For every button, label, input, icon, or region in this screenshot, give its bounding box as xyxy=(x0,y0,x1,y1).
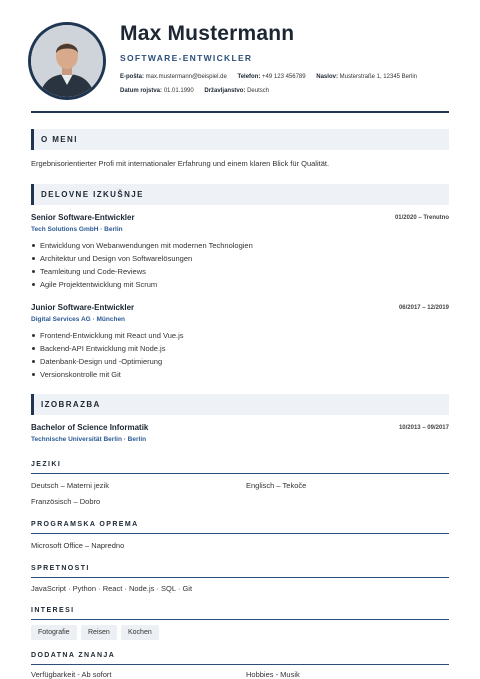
list-item: Architektur und Design von Softwarelösungen xyxy=(31,253,253,266)
list-item: Entwicklung von Webanwendungen mit modernen Technologien xyxy=(31,240,253,253)
degree-title: Bachelor of Science Informatik xyxy=(31,423,149,432)
job-company: Tech Solutions GmbH · Berlin xyxy=(31,226,123,233)
list-item: Versionskontrolle mit Git xyxy=(31,369,184,382)
interests-heading: INTERESI xyxy=(31,607,449,620)
software-text: Microsoft Office – Napredno xyxy=(31,541,125,550)
additional-item: Hobbies - Musik xyxy=(246,670,300,679)
list-item: Frontend-Entwicklung mit React und Vue.js xyxy=(31,330,184,343)
language-item: Deutsch – Materni jezik xyxy=(31,481,109,490)
list-item: Teamleitung und Code-Reviews xyxy=(31,266,253,279)
additional-item: Verfügbarkeit - Ab sofort xyxy=(31,670,112,679)
school-name: Technische Universität Berlin · Berlin xyxy=(31,436,147,443)
job-date: 01/2020 – Trenutno xyxy=(394,215,449,221)
job-company: Digital Services AG · München xyxy=(31,316,126,323)
section-experience xyxy=(31,184,449,205)
contact-phone: Telefon: +49 123 456789 xyxy=(237,74,306,80)
profile-photo xyxy=(31,25,103,97)
skills-text: JavaScript · Python · React · Node.js · SQL · Git xyxy=(31,584,193,593)
additional-heading: DODATNA ZNANJA xyxy=(31,652,449,665)
list-item: Agile Projektentwicklung mit Scrum xyxy=(31,279,253,292)
job-date: 06/2017 – 12/2019 xyxy=(398,305,449,311)
education-date: 10/2013 – 09/2017 xyxy=(398,425,449,431)
interest-chip: Fotografie xyxy=(31,625,77,640)
language-item: Französisch – Dobro xyxy=(31,497,101,506)
contact-address: Naslov: Musterstraße 1, 12345 Berlin xyxy=(316,74,417,80)
contact-line-2 xyxy=(120,88,278,94)
person-avatar-icon xyxy=(31,25,103,97)
about-text: Ergebnisorientierter Profi mit internationaler Erfahrung und einem klaren Blick für Qualität. xyxy=(31,159,330,168)
section-about xyxy=(31,129,449,150)
job-bullets xyxy=(31,240,253,292)
header-divider xyxy=(31,111,449,113)
candidate-name: Max Mustermann xyxy=(120,22,295,45)
software-heading: PROGRAMSKA OPREMA xyxy=(31,521,449,534)
list-item: Backend-API Entwicklung mit Node.js xyxy=(31,343,184,356)
candidate-role: SOFTWARE-ENTWICKLER xyxy=(120,53,253,63)
section-title: O MENI xyxy=(41,135,78,144)
contact-birthdate: Datum rojstva: 01.01.1990 xyxy=(120,88,194,94)
interest-chip: Kochen xyxy=(121,625,159,640)
job-title: Junior Software-Entwickler xyxy=(31,303,135,312)
section-title: DELOVNE IZKUŠNJE xyxy=(41,190,144,199)
languages-heading: JEZIKI xyxy=(31,461,449,474)
language-item: Englisch – Tekoče xyxy=(246,481,307,490)
job-bullets xyxy=(31,330,184,382)
contact-nationality: Državljanstvo: Deutsch xyxy=(204,88,270,94)
section-education xyxy=(31,394,449,415)
job-title: Senior Software-Entwickler xyxy=(31,213,135,222)
list-item: Datenbank-Design und -Optimierung xyxy=(31,356,184,369)
section-title: IZOBRAZBA xyxy=(41,400,101,409)
contact-line-1 xyxy=(120,74,426,80)
interest-chip: Reisen xyxy=(81,625,117,640)
contact-email: E-pošta: max.mustermann@beispiel.de xyxy=(120,74,227,80)
skills-heading: SPRETNOSTI xyxy=(31,565,449,578)
